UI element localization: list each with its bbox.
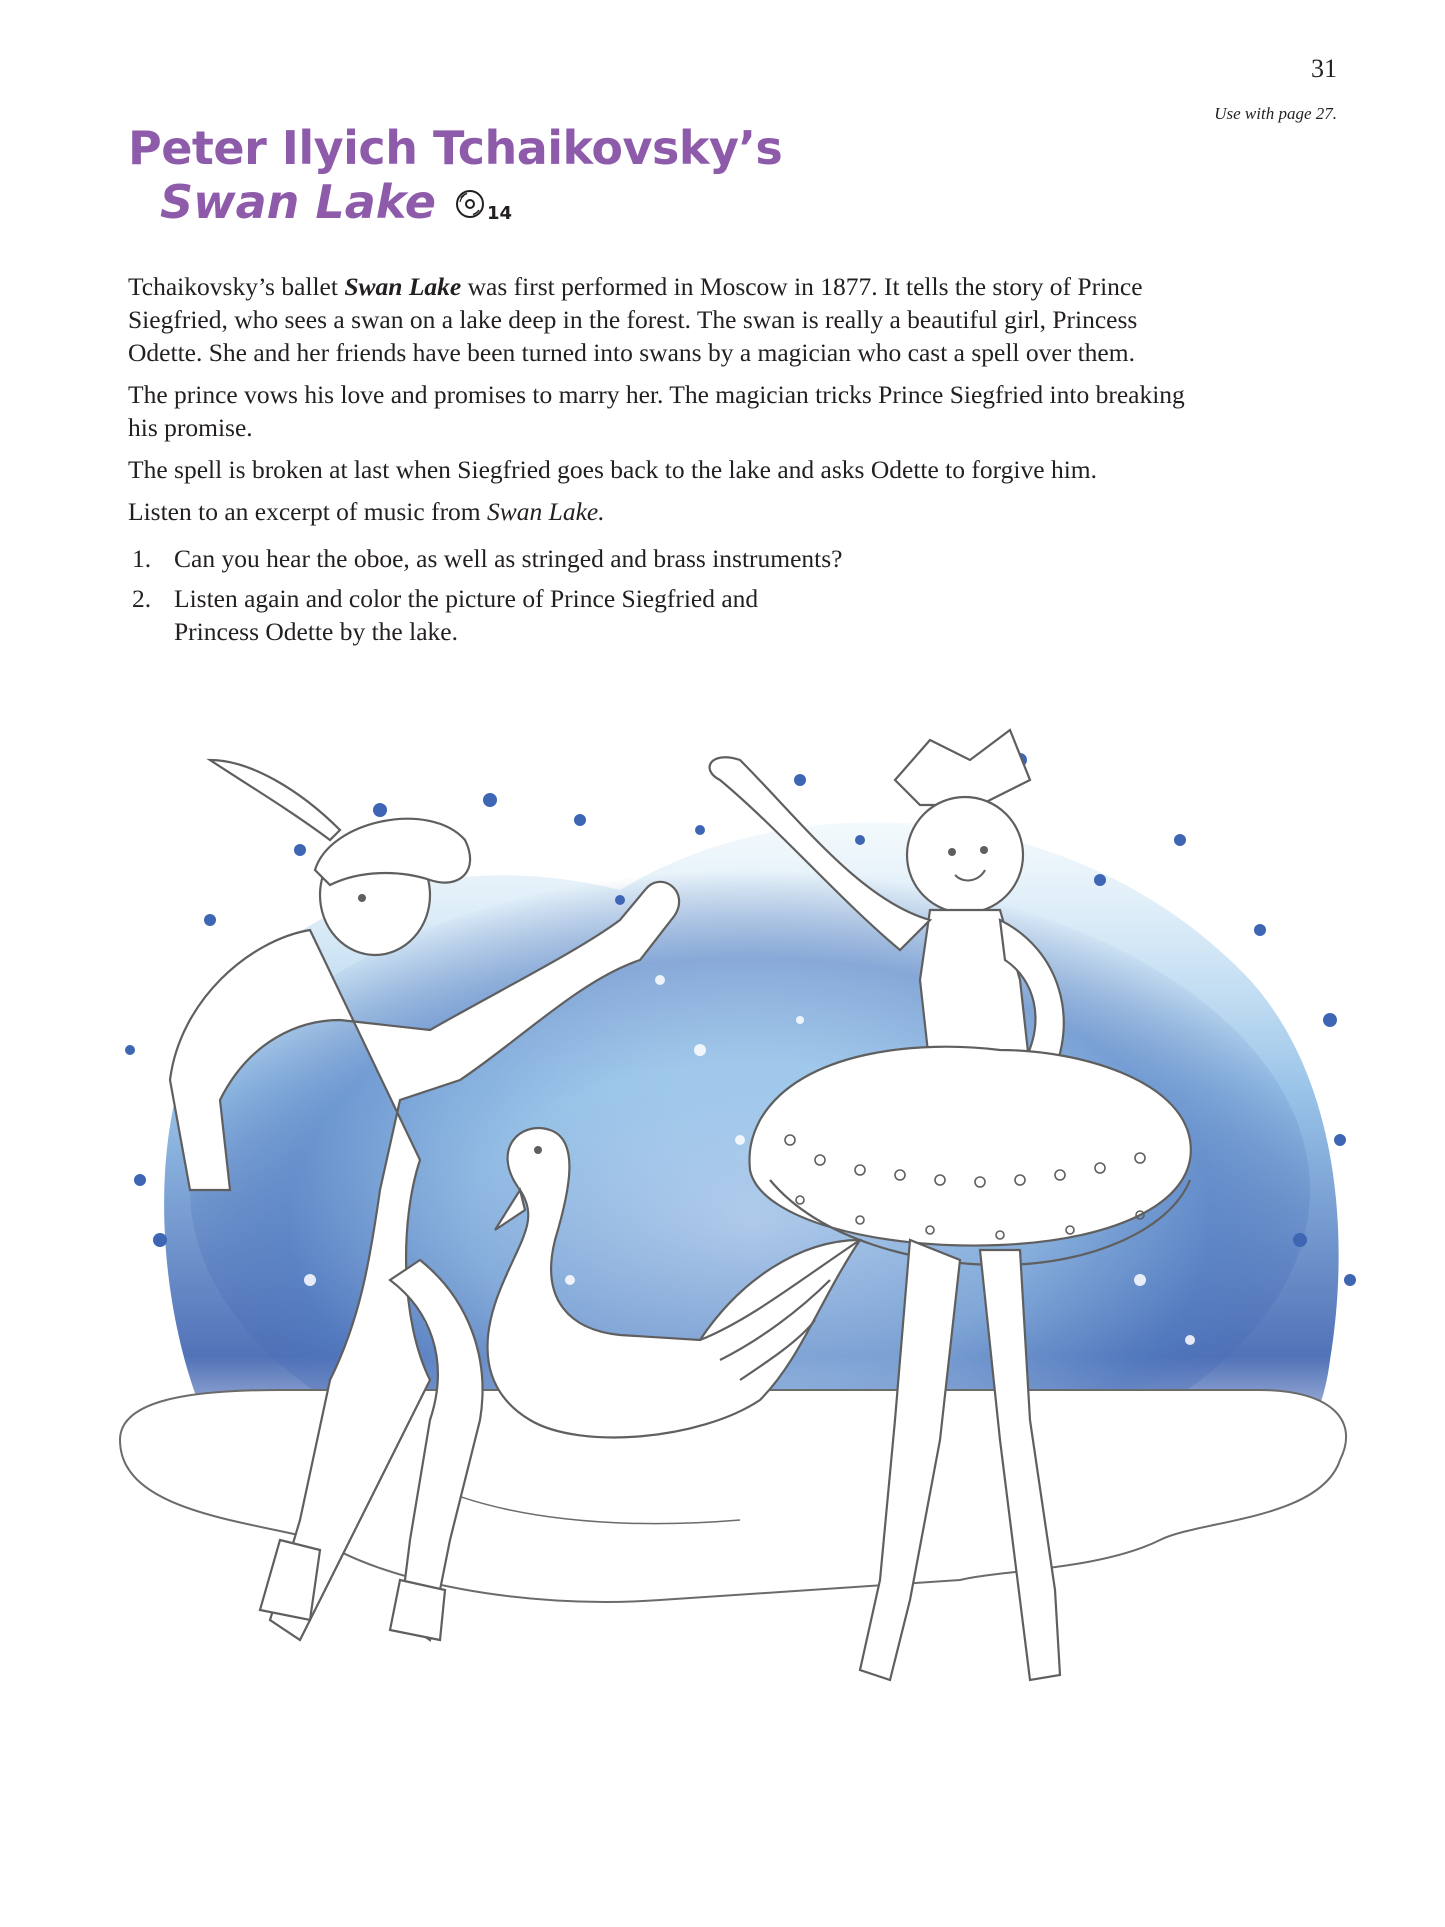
- list-item: 2. Listen again and color the picture of Prince Siegfried and Princess Odette by the lake.: [132, 584, 759, 646]
- paragraph-spell: The spell is broken at last when Siegfried goes back to the lake and asks Odette to forgive him.: [128, 455, 1097, 484]
- question-list: [128, 542, 1188, 648]
- use-with-note: Use with page 27.: [1214, 104, 1337, 123]
- track-number: 14: [487, 203, 513, 224]
- cd-disc-icon: [455, 189, 485, 224]
- title-composer: Peter Ilyich Tchaikovsky’s: [128, 121, 783, 175]
- list-item: 1. Can you hear the oboe, as well as stringed and brass instruments?: [132, 544, 843, 573]
- cd-track-marker: [455, 189, 512, 224]
- page-number: 31: [1311, 54, 1337, 83]
- title-work: Swan Lake: [160, 175, 436, 229]
- coloring-illustration-icon: [100, 720, 1400, 1900]
- paragraph-listen: Listen to an excerpt of music from Swan Lake.: [128, 497, 605, 526]
- body-text: [128, 270, 1188, 655]
- paragraph-promise: The prince vows his love and promises to marry her. The magician tricks Prince Siegfried into breaking his promise.: [128, 380, 1185, 442]
- paragraph-intro: Tchaikovsky’s ballet Swan Lake was first performed in Moscow in 1877. It tells the story of Prince Siegfried, who sees a swan on a lake deep in the forest. The swan is really a beautiful girl, Princess Odette. She and her friends have been turned into swans by a magician who cast a spell over them.: [128, 272, 1143, 367]
- coloring-illustration: [100, 720, 1400, 1900]
